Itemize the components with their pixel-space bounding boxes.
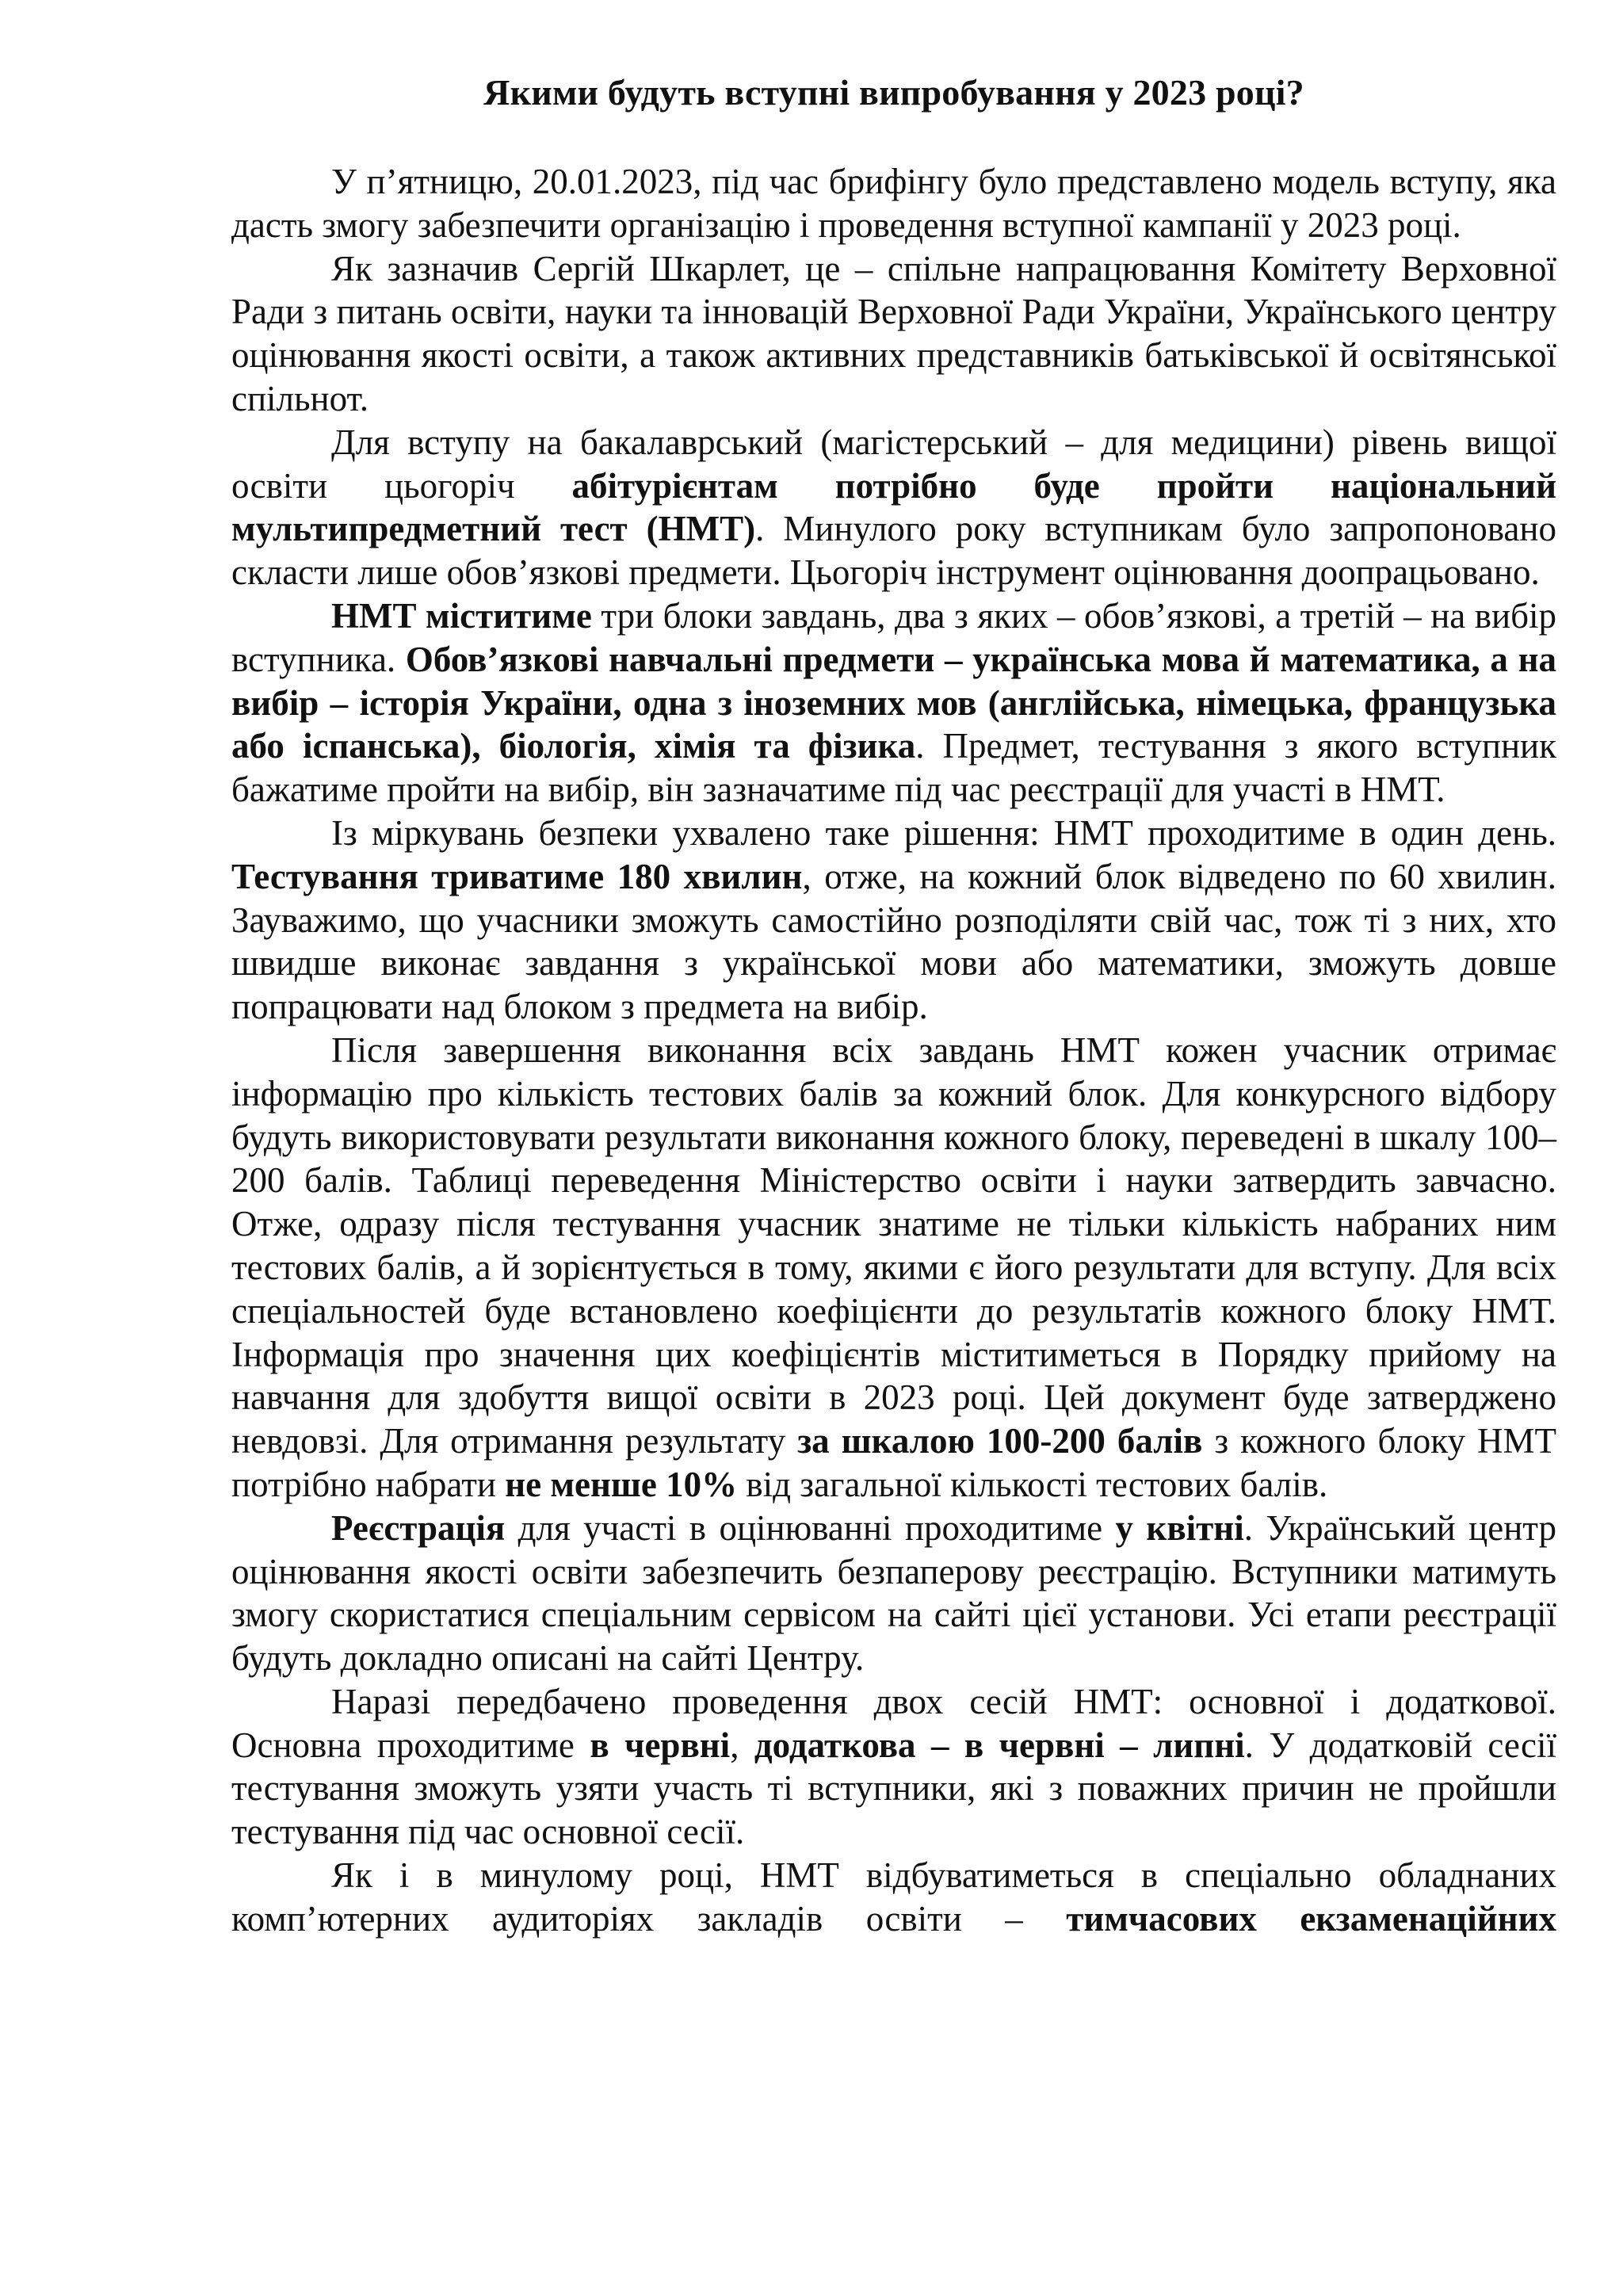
bold-segment: абітурієнтам потрібно буде пройти національний мультипредметний тест (НМТ): [231, 465, 1556, 549]
paragraph-registration: [231, 1507, 1556, 1680]
paragraph-briefing: [231, 160, 1556, 247]
text-segment: ,: [730, 1725, 754, 1765]
text-segment: . Минулого року вступникам було запропоновано скласти лише обов’язкові предмети. Цьогоріч інструмент оцінювання доопрацьовано.: [231, 509, 1556, 593]
paragraph-duration: [231, 812, 1556, 1029]
text-segment: від загальної кількості тестових балів.: [737, 1464, 1328, 1504]
text-segment: для участі в оцінюванні проходитиме: [505, 1507, 1116, 1548]
text-segment: Із міркувань безпеки ухвалено таке рішення: НМТ проходитиме в один день.: [331, 812, 1556, 853]
bold-segment: у квітні: [1115, 1507, 1244, 1548]
text-segment: з кожного блоку НМТ потрібно набрати: [231, 1421, 1556, 1504]
text-segment: . Предмет, тестування з якого вступник бажатиме пройти на вибір, він зазначатиме під час реєстрації для участі в НМТ.: [231, 726, 1556, 810]
bold-segment: Обов’язкові навчальні предмети – українська мова й математика, а на вибір – історія України, одна з іноземних мов (англійська, німецька, французька або іспанська), біологія, хімія та фізика: [231, 639, 1556, 766]
page-title: Якими будуть вступні випробування у 2023 році?: [483, 72, 1304, 113]
paragraph-venues: [231, 1854, 1556, 1941]
paragraph-shkarlet: [231, 247, 1556, 421]
text-segment: . Український центр оцінювання якості освіти забезпечить безпаперову реєстрацію. Вступники матимуть змогу скористатися спеціальним сервісом на сайті цієї установи. Усі етапи реєстрації будуть докладно описані на сайті Центру.: [231, 1507, 1556, 1679]
text-segment: Як зазначив Сергій Шкарлет, це – спільне напрацювання Комітету Верховної Ради з питань освіти, науки та інновацій Верховної Ради України, Українського центру оцінювання якості освіти, а також активних представників батьківської й освітянської спільнот.: [231, 248, 1556, 418]
bold-segment: додаткова – в червні – липні: [754, 1725, 1245, 1765]
bold-segment: в червні: [590, 1725, 731, 1765]
bold-segment: за шкалою 100-200 балів: [797, 1421, 1203, 1461]
text-segment: У п’ятницю, 20.01.2023, під час брифінгу було представлено модель вступу, яка дасть змогу забезпечити організацію і проведення вступної кампанії у 2023 році.: [231, 162, 1556, 245]
document-page: [231, 0, 1556, 1941]
paragraph-scoring: [231, 1029, 1556, 1507]
paragraph-nmt-blocks: [231, 594, 1556, 812]
title-spacer: [231, 117, 1556, 160]
paragraph-sessions: [231, 1680, 1556, 1854]
text-segment: . У додатковій сесії тестування зможуть узяти участь ті вступники, які з поважних причин не пройшли тестування під час основної сесії.: [231, 1725, 1557, 1852]
bold-segment: тимчасових екзаменаційних: [1066, 1898, 1556, 1939]
text-segment: Наразі передбачено проведення двох сесій НМТ: основної і додаткової. Основна проходитиме: [231, 1681, 1556, 1765]
text-segment: Після завершення виконання всіх завдань НМТ кожен учасник отримає інформацію про кількість тестових балів за кожний блок. Для конкурсного відбору будуть використовувати результати виконання кожного блоку, переведені в шкалу 100–200 балів. Таблиці переведення Міністерство освіти і науки затвердить завчасно. Отже, одразу після тестування учасник знатиме не тільки кількість набраних ним тестових балів, а й зорієнтується в тому, якими є його результати для вступу. Для всіх спеціальностей буде встановлено коефіцієнти до результатів кожного блоку НМТ. Інформація про значення цих коефіцієнтів міститиметься в Порядку прийому на навчання для здобуття вищої освіти в 2023 році. Цей документ буде затверджено невдовзі. Для отримання результату: [231, 1030, 1556, 1461]
bold-segment: не менше 10%: [505, 1464, 738, 1504]
bold-segment: Реєстрація: [331, 1507, 506, 1548]
text-segment: Як і в минулому році, НМТ відбуватиметься в спеціально обладнаних комп’ютерних аудиторіях закладів освіти –: [231, 1855, 1556, 1939]
text-segment: , отже, на кожний блок відведено по 60 хвилин. Зауважимо, що учасники зможуть самостійно розподіляти свій час, тож ті з них, хто швидше виконає завдання з української мови або математики, зможуть довше попрацювати над блоком з предмета на вибір.: [231, 856, 1557, 1027]
text-segment: Для вступу на бакалаврський (магістерський – для медицини) рівень вищої освіти цьогоріч: [231, 422, 1556, 506]
bold-segment: НМТ міститиме: [331, 595, 592, 636]
bold-segment: Тестування триватиме 180 хвилин: [231, 856, 803, 896]
text-segment: три блоки завдань, два з яких – обов’язкові, а третій – на вибір вступника.: [231, 595, 1557, 679]
paragraph-nmt-intro: [231, 421, 1556, 594]
